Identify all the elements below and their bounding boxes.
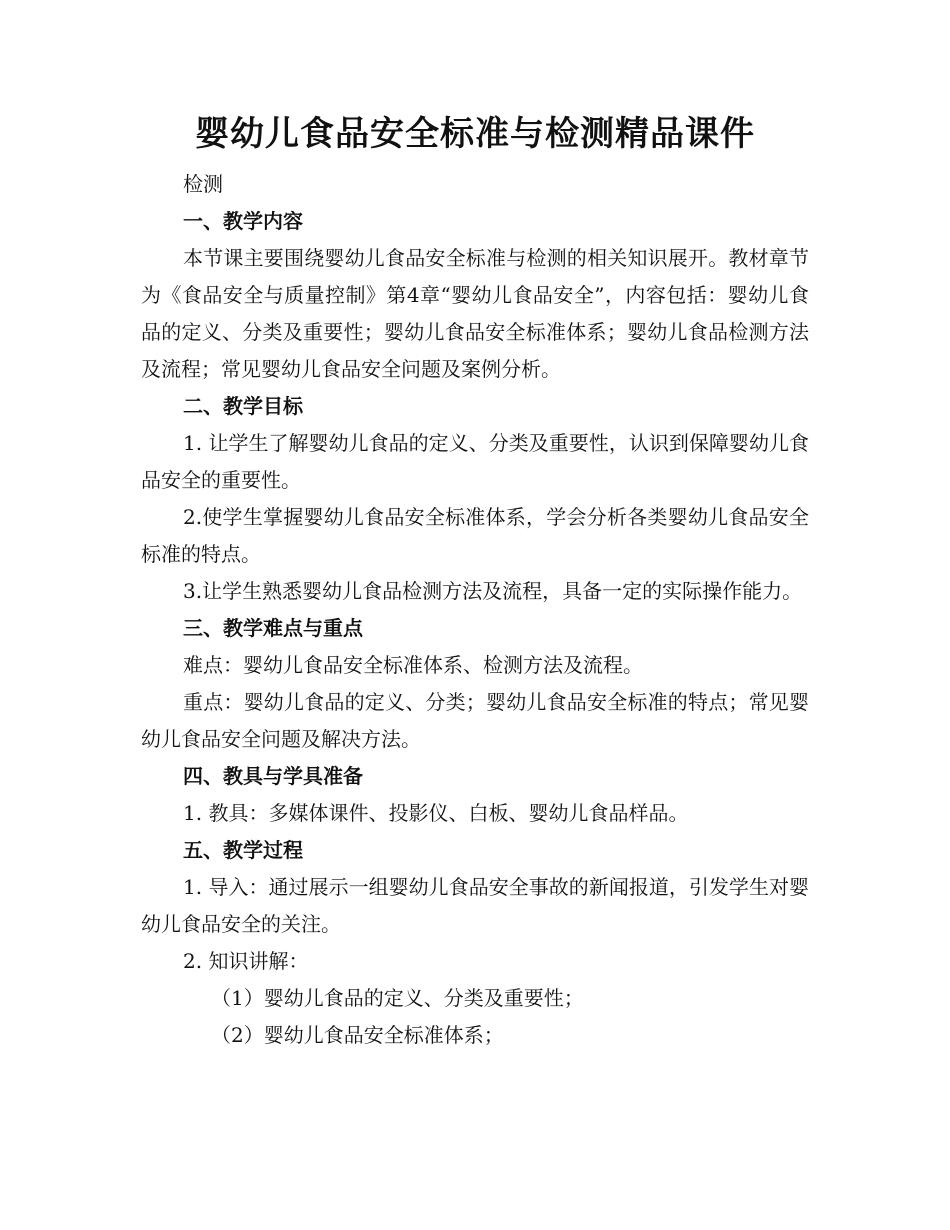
paragraph: 2.使学生掌握婴幼儿食品安全标准体系，学会分析各类婴幼儿食品安全标准的特点。 [141,505,809,566]
paragraph: 2. 知识讲解： [183,949,309,973]
paragraph: 本节课主要围绕婴幼儿食品安全标准与检测的相关知识展开。教材章节为《食品安全与质量控制》第4章“婴幼儿食品安全”，内容包括：婴幼儿食品的定义、分类及重要性；婴幼儿食品安全标准体系；婴幼儿食品检测方法及流程；常见婴幼儿食品安全问题及案例分析。 [141,246,809,381]
subtitle-text: 检测 [183,172,223,196]
paragraph: 1. 让学生了解婴幼儿食品的定义、分类及重要性，认识到保障婴幼儿食品安全的重要性。 [141,431,809,492]
section-heading-process: 五、教学过程 [183,838,303,862]
document-body [141,166,809,1054]
paragraph: 重点：婴幼儿食品的定义、分类；婴幼儿食品安全标准的特点；常见婴幼儿食品安全问题及解决方法。 [141,690,809,751]
paragraph: 1. 导入：通过展示一组婴幼儿食品安全事故的新闻报道，引发学生对婴幼儿食品安全的关注。 [141,875,809,936]
document-title: 婴幼儿食品安全标准与检测精品课件 [195,114,755,154]
section-heading-difficulties: 三、教学难点与重点 [183,616,363,640]
list-item: （1）婴幼儿食品的定义、分类及重要性； [211,986,584,1010]
section-heading-materials: 四、教具与学具准备 [183,764,363,788]
section-heading-teaching-content: 一、教学内容 [183,209,303,233]
paragraph: 3.让学生熟悉婴幼儿食品检测方法及流程，具备一定的实际操作能力。 [183,579,803,603]
section-heading-teaching-goals: 二、教学目标 [183,394,303,418]
list-item: （2）婴幼儿食品安全标准体系； [211,1023,504,1047]
paragraph: 1. 教具：多媒体课件、投影仪、白板、婴幼儿食品样品。 [183,801,689,825]
paragraph: 难点：婴幼儿食品安全标准体系、检测方法及流程。 [183,653,643,677]
